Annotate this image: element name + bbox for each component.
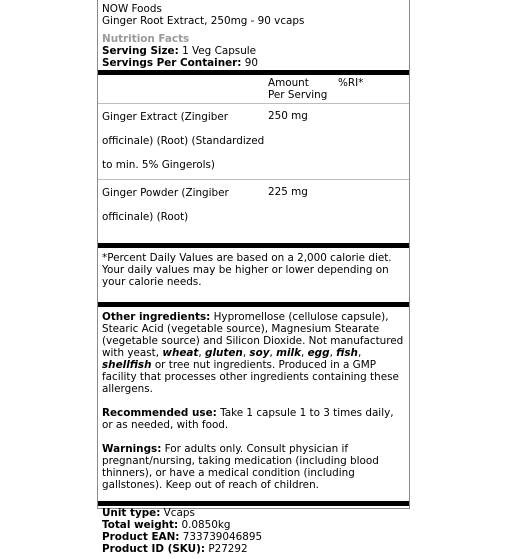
total-weight <box>102 519 405 531</box>
recommended-use-text: Take 1 capsule 1 to 3 times daily, or as needed, with food. <box>102 407 394 431</box>
total-weight-value: 0.0850kg <box>178 519 231 531</box>
ingredient-amount: 250 mg <box>268 110 308 122</box>
warnings <box>102 443 405 497</box>
servings-per-container-value: 90 <box>244 57 259 69</box>
allergen-fish: fish <box>336 347 358 359</box>
serving-size-label: Serving Size: <box>102 45 179 57</box>
product-sku-label: Product ID (SKU): <box>102 543 206 555</box>
serving-size-value: 1 Veg Capsule <box>182 45 257 57</box>
amount-header-line2: Per Serving <box>268 89 328 101</box>
amount-header-line1: Amount <box>268 77 309 89</box>
allergen-separator: , <box>198 347 205 359</box>
allergen-separator: , <box>269 347 277 359</box>
ingredient-name: Ginger Extract (Zingiber officinale) (Root) (Standardized to min. 5% Gingerols) <box>102 111 265 171</box>
allergen-soy: soy <box>249 347 270 359</box>
servings-per-container-label: Servings Per Container: <box>102 57 242 69</box>
unit-type <box>102 507 405 519</box>
other-ingredients-label: Other ingredients: <box>102 311 211 323</box>
nutrition-table <box>98 75 409 103</box>
other-ingredients-text-2: or tree nut ingredients. Produced in a GMP facility that processes other ingredients containing these allergens. <box>102 359 399 395</box>
ingredient-ri <box>338 180 409 243</box>
allergen-separator: , <box>301 347 308 359</box>
brand-name: NOW Foods <box>102 3 162 15</box>
allergen-egg: egg <box>307 347 330 359</box>
ingredients-table <box>98 104 409 179</box>
allergen-milk: milk <box>276 347 302 359</box>
label-header <box>98 0 409 70</box>
product-info-block <box>98 506 409 559</box>
amount-column-header <box>268 75 338 103</box>
product-ean-label: Product EAN: <box>102 531 180 543</box>
warnings-label: Warnings: <box>102 443 162 455</box>
nutrition-facts-title: Nutrition Facts <box>102 33 190 45</box>
allergen-gluten: gluten <box>205 347 243 359</box>
name-column-header <box>98 75 268 103</box>
table-row <box>98 104 409 179</box>
product-sku-value: P27292 <box>205 543 248 555</box>
allergen-shellfish: shellfish <box>102 359 152 371</box>
recommended-use <box>102 407 405 431</box>
ingredients-table-2 <box>98 180 409 243</box>
total-weight-label: Total weight: <box>102 519 179 531</box>
other-ingredients-text: Hypromellose (cellulose capsule), Stearic Acid (vegetable source), Magnesium Stearate (vegetable source) and Silicon Dioxide. Not manufactured with yeast, <box>102 311 404 359</box>
allergen-separator: , <box>329 347 337 359</box>
daily-values-note: *Percent Daily Values are based on a 2,000 calorie diet. Your daily values may be higher or lower depending on your calorie needs. <box>102 252 392 288</box>
ingredient-amount: 225 mg <box>268 186 308 198</box>
ri-column-header: %RI* <box>338 77 364 89</box>
other-ingredients <box>102 311 405 395</box>
unit-type-label: Unit type: <box>102 507 161 519</box>
product-name: Ginger Root Extract, 250mg - 90 vcaps <box>102 15 305 27</box>
ingredient-ri <box>338 104 409 179</box>
product-ean <box>102 531 405 543</box>
allergen-separator: , <box>357 347 362 359</box>
allergen-separator: , <box>242 347 250 359</box>
serving-size <box>102 45 405 57</box>
supplement-facts-label <box>97 0 410 555</box>
ingredient-name: Ginger Powder (Zingiber officinale) (Root) <box>102 187 229 223</box>
product-ean-value: 733739046895 <box>179 531 263 543</box>
unit-type-value: Vcaps <box>160 507 195 519</box>
table-row <box>98 180 409 243</box>
recommended-use-label: Recommended use: <box>102 407 217 419</box>
details-block <box>98 307 409 501</box>
servings-per-container <box>102 57 405 70</box>
daily-values-note-block <box>98 248 409 302</box>
warnings-text: For adults only. Consult physician if pregnant/nursing, taking medication (including blood thinners), or have a medical condition (including gallstones). Keep out of reach of children. <box>102 443 379 491</box>
allergen-wheat: wheat <box>162 347 199 359</box>
product-sku <box>102 543 405 555</box>
table-header-row <box>98 75 409 103</box>
